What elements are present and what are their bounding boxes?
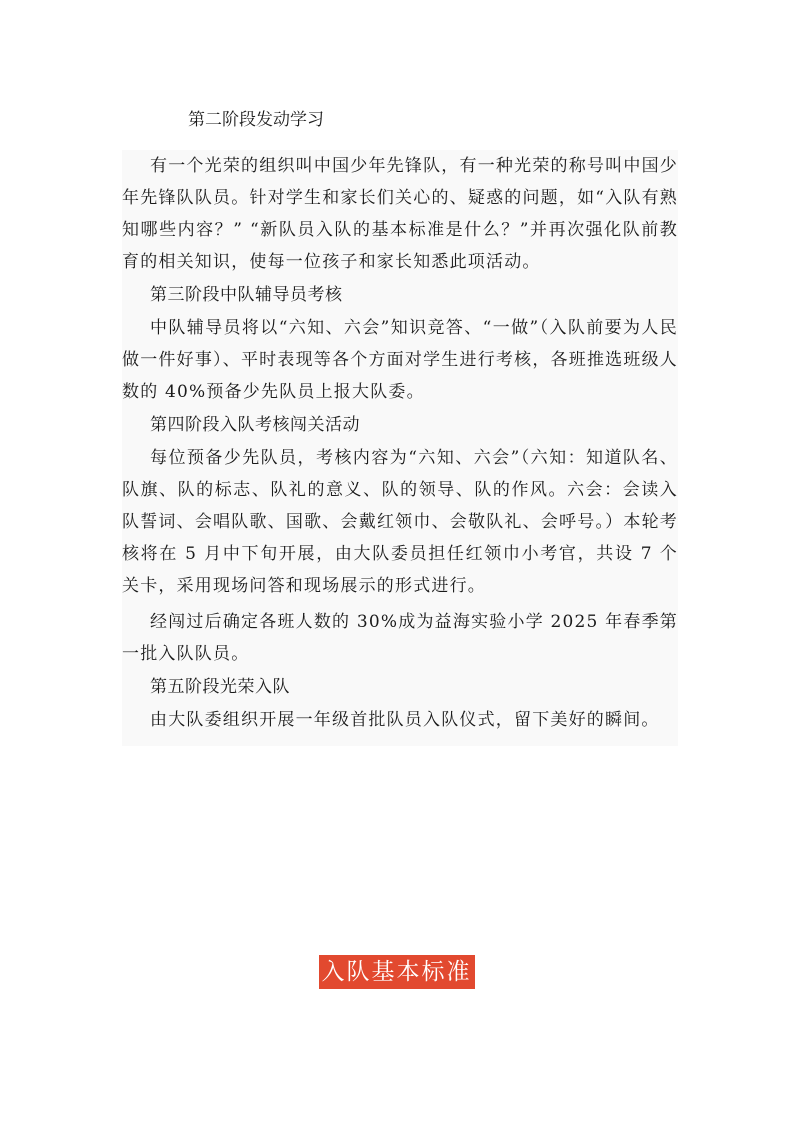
heading-stage-3: 第三阶段中队辅导员考核 <box>150 285 343 305</box>
heading-stage-5: 第五阶段光荣入队 <box>150 677 290 697</box>
paragraph-stage-4: 每位预备少先队员，考核内容为“六知、六会”（六知：知道队名、队旗、队的标志、队礼的意义、队的领导、队的作风。六会：会读入队誓词、会唱队歌、国歌、会戴红领巾、会敬队礼、会呼号。）本轮考核将在 5 月中下旬开展，由大队委员担任红领巾小考官，共设 7 个关卡，采用现场问答和现场展示的形式进行。 <box>122 448 678 596</box>
heading-stage-4: 第四阶段入队考核闯关活动 <box>150 415 360 435</box>
paragraph-stage-3: 中队辅导员将以“六知、六会”知识竞答、“一做”（入队前要为人民做一件好事）、平时表现等各个方面对学生进行考核，各班推选班级人数的 40%预备少先队员上报大队委。 <box>122 318 678 402</box>
banner-title: 入队基本标准 <box>319 955 475 989</box>
paragraph-stage-2: 有一个光荣的组织叫中国少年先锋队，有一种光荣的称号叫中国少年先锋队队员。针对学生和家长们关心的、疑惑的问题，如“入队有熟知哪些内容？” “新队员入队的基本标准是什么？”并再次强化队前教育的相关知识，使每一位孩子和家长知悉此项活动。 <box>122 156 678 272</box>
paragraph-stage-4-result: 经闯过后确定各班人数的 30%成为益海实验小学 2025 年春季第一批入队队员。 <box>122 612 678 664</box>
section-banner <box>0 955 793 989</box>
heading-stage-2: 第二阶段发动学习 <box>188 110 324 130</box>
document-body <box>122 150 678 746</box>
paragraph-stage-5: 由大队委组织开展一年级首批队员入队仪式，留下美好的瞬间。 <box>150 710 660 730</box>
